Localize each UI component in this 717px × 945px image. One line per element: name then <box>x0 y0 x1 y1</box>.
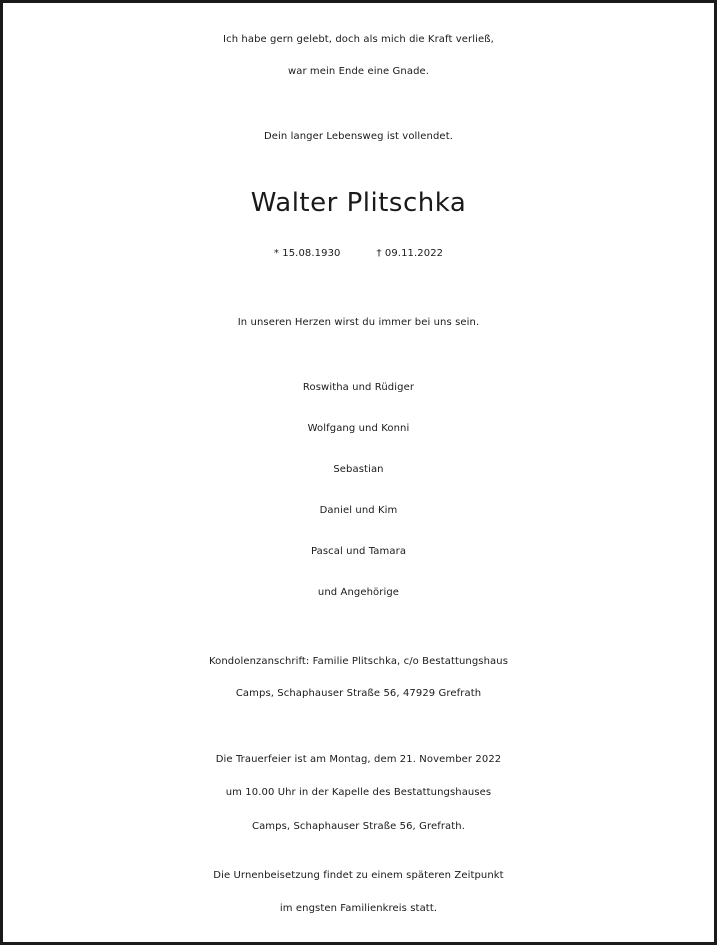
mourner-name: Daniel und Kim <box>319 505 398 516</box>
motto-line-2: war mein Ende eine Gnade. <box>287 66 430 77</box>
life-dates <box>3 239 714 269</box>
mourner-name: und Angehörige <box>317 587 400 598</box>
service-line-3: Camps, Schaphauser Straße 56, Grefrath. <box>252 821 465 832</box>
mourner-name: Wolfgang und Konni <box>307 423 410 434</box>
burial-line-1: Die Urnenbeisetzung findet zu einem späteren Zeitpunkt <box>213 870 504 881</box>
intro-text: Dein langer Lebensweg ist vollendet. <box>263 131 453 142</box>
birth-date: * 15.08.1930 <box>273 248 341 259</box>
motto-line-1: Ich habe gern gelebt, doch als mich die Kraft verließ, <box>223 34 494 45</box>
mourner-name: Sebastian <box>333 464 384 475</box>
farewell-text: In unseren Herzen wirst du immer bei uns sein. <box>237 317 480 328</box>
condolence-line-2: Camps, Schaphauser Straße 56, 47929 Grefrath <box>235 688 482 699</box>
mourner-name: Roswitha und Rüdiger <box>302 382 415 393</box>
service-line-1: Die Trauerfeier ist am Montag, dem 21. November 2022 <box>215 754 502 765</box>
burial-line-2: im engsten Familienkreis statt. <box>279 903 438 914</box>
deceased-name: Walter Plitschka <box>250 188 467 218</box>
death-date: † 09.11.2022 <box>376 248 444 259</box>
condolence-line-1: Kondolenzanschrift: Familie Plitschka, c/o Bestattungshaus <box>208 656 509 667</box>
mourner-name: Pascal und Tamara <box>310 546 407 557</box>
service-line-2: um 10.00 Uhr in der Kapelle des Bestattungshauses <box>225 787 492 798</box>
